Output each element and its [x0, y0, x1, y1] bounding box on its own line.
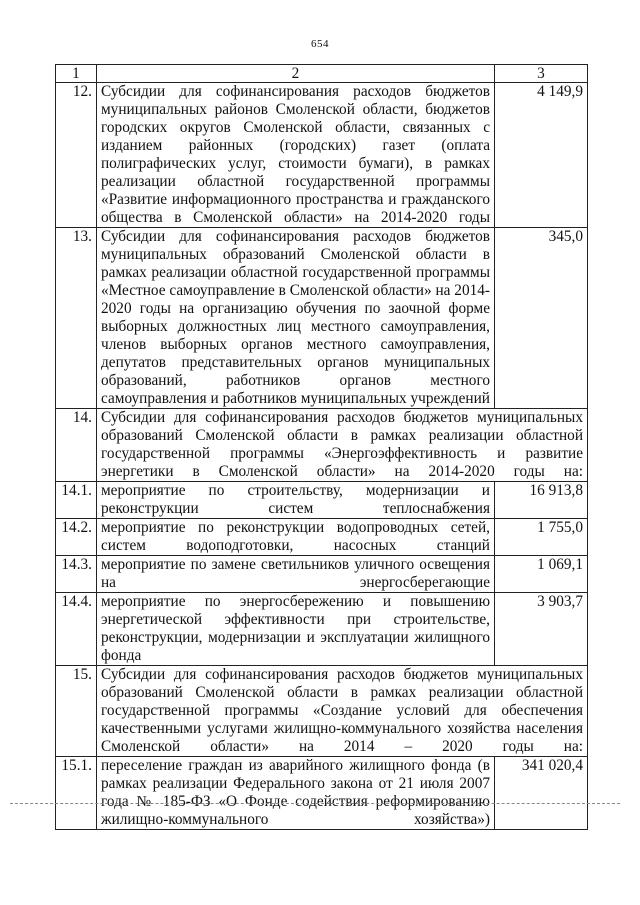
row-number: 14.1. — [56, 482, 97, 519]
dashed-divider — [10, 803, 620, 804]
row-description: Субсидии для софинансирования расходов бюджетов муниципальных районов Смоленской области, бюджетов городских округов Смоленской области, связанных с изданием районных (городских) газет (оплата полиграфических услуг, стоимости бумаги), в рамках реализации областной государственной программы «Развитие информационного пространства и гражданского общества в Смоленской области» на 2014-2020 годы — [97, 83, 495, 228]
table-row — [56, 593, 588, 666]
row-description: Субсидии для софинансирования расходов бюджетов муниципальных образований Смоленской области в рамках реализации областной государственной программы «Создание условий для обеспечения качественными услугами жилищно-коммунального хозяйства населения Смоленской области» на 2014 – 2020 годы на: — [97, 666, 588, 757]
row-amount: 3 903,7 — [495, 593, 588, 666]
row-number: 15.1. — [56, 757, 97, 830]
row-number: 14.4. — [56, 593, 97, 666]
table-row — [56, 409, 588, 482]
row-amount: 341 020,4 — [495, 757, 588, 830]
row-number: 14. — [56, 409, 97, 482]
row-description: Субсидии для софинансирования расходов бюджетов муниципальных образований Смоленской области в рамках реализации областной государственной программы «Местное самоуправление в Смоленской области» на 2014-2020 годы на организацию обучения по заочной форме выборных должностных лиц местного самоуправления, членов выборных органов местного самоуправления, депутатов представительных органов муниципальных образований, работников органов местного самоуправления и работников муниципальных учреждений — [97, 228, 495, 409]
header-col-2: 2 — [97, 65, 495, 83]
row-amount: 345,0 — [495, 228, 588, 409]
table-row — [56, 83, 588, 228]
row-amount: 1 069,1 — [495, 556, 588, 593]
row-description: Субсидии для софинансирования расходов бюджетов муниципальных образований Смоленской области в рамках реализации областной государственной программы «Энергоэффективность и развитие энергетики в Смоленской области» на 2014-2020 годы на: — [97, 409, 588, 482]
row-description: мероприятие по реконструкции водопроводных сетей, систем водоподготовки, насосных станций — [97, 519, 495, 556]
row-description: мероприятие по строительству, модернизации и реконструкции систем теплоснабжения — [97, 482, 495, 519]
table-row — [56, 666, 588, 757]
row-amount: 4 149,9 — [495, 83, 588, 228]
table-row — [56, 519, 588, 556]
row-amount: 16 913,8 — [495, 482, 588, 519]
row-number: 14.3. — [56, 556, 97, 593]
row-description: мероприятие по замене светильников уличного освещения на энергосберегающие — [97, 556, 495, 593]
row-number: 13. — [56, 228, 97, 409]
table-row — [56, 757, 588, 830]
row-number: 14.2. — [56, 519, 97, 556]
table-row — [56, 482, 588, 519]
header-col-1: 1 — [56, 65, 97, 83]
row-amount: 1 755,0 — [495, 519, 588, 556]
table-header-row — [56, 65, 588, 83]
page-number: 654 — [311, 38, 329, 50]
table-row — [56, 556, 588, 593]
budget-table — [55, 64, 588, 830]
row-description: переселение граждан из аварийного жилищного фонда (в рамках реализации Федерального закона от 21 июля 2007 года № 185-ФЗ «О Фонде содействия реформированию жилищно-коммунального хозяйства») — [97, 757, 495, 830]
table-row — [56, 228, 588, 409]
row-number: 12. — [56, 83, 97, 228]
row-number: 15. — [56, 666, 97, 757]
header-col-3: 3 — [495, 65, 588, 83]
row-description: мероприятие по энергосбережению и повышению энергетической эффективности при строительстве, реконструкции, модернизации и эксплуатации жилищного фонда — [97, 593, 495, 666]
